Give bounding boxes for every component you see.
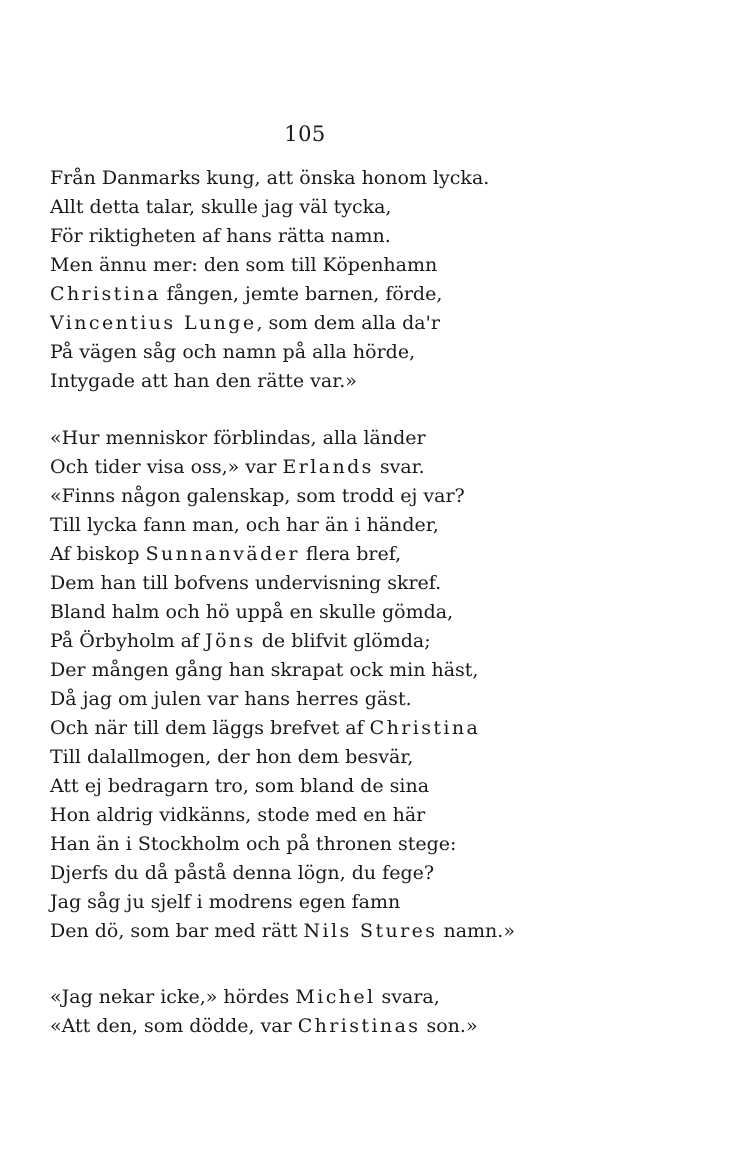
- verse-line: [50, 983, 710, 1012]
- verse-text: Allt detta talar, skulle jag väl tycka,: [50, 196, 392, 218]
- emphasized-name: Erlands: [282, 456, 374, 478]
- verse-text: «Att den, som dödde, var: [50, 1015, 298, 1037]
- verse-text: På vägen såg och namn på alla hörde,: [50, 341, 416, 363]
- verse-text: Till dalallmogen, der hon dem besvär,: [50, 746, 414, 768]
- verse-text: Till lycka fann man, och har än i händer,: [50, 514, 439, 536]
- verse-line: [50, 685, 710, 714]
- verse-line: [50, 540, 710, 569]
- verse-text: Dem han till bofvens undervisning skref.: [50, 572, 442, 594]
- stanza-1: [50, 164, 710, 396]
- verse-text: namn.»: [437, 920, 515, 942]
- verse-text: fången, jemte barnen, förde,: [160, 283, 443, 305]
- verse-text: Djerfs du då påstå denna lögn, du fege?: [50, 862, 435, 884]
- emphasized-name: Christina: [50, 283, 161, 305]
- verse-text: «Jag nekar icke,» hördes: [50, 986, 296, 1008]
- verse-text: son.»: [420, 1015, 478, 1037]
- verse-line: [50, 482, 710, 511]
- verse-line: [50, 772, 710, 801]
- verse-text: För riktigheten af hans rätta namn.: [50, 225, 391, 247]
- verse-text: flera bref,: [299, 543, 402, 565]
- verse-line: [50, 801, 710, 830]
- verse-line: [50, 424, 710, 453]
- verse-line: [50, 627, 710, 656]
- verse-text: Intygade att han den rätte var.»: [50, 370, 357, 392]
- verse-line: [50, 280, 710, 309]
- verse-line: [50, 309, 710, 338]
- verse-line: [50, 714, 710, 743]
- verse-text: Der mången gång han skrapat ock min häst,: [50, 659, 479, 681]
- verse-text: Från Danmarks kung, att önska honom lycka.: [50, 167, 490, 189]
- emphasized-name: Michel: [295, 986, 376, 1008]
- verse-line: [50, 164, 710, 193]
- verse-text: Jag såg ju sjelf i modrens egen famn: [50, 891, 401, 913]
- verse-text: Af biskop: [50, 543, 146, 565]
- verse-text: «Finns någon galenskap, som trodd ej var?: [50, 485, 465, 507]
- verse-line: [50, 888, 710, 917]
- verse-text: Han än i Stockholm och på thronen stege:: [50, 833, 457, 855]
- emphasized-name: Christina: [369, 717, 481, 739]
- emphasized-name: Sunnanväder: [145, 543, 300, 565]
- verse-line: [50, 511, 710, 540]
- verse-line: [50, 859, 710, 888]
- verse-line: [50, 367, 710, 396]
- verse-text: Och tider visa oss,» var: [50, 456, 283, 478]
- emphasized-name: Jöns: [205, 630, 256, 652]
- verse-line: [50, 338, 710, 367]
- verse-text: Den dö, som bar med rätt: [50, 920, 304, 942]
- verse-text: svar.: [373, 456, 425, 478]
- verse-line: [50, 222, 710, 251]
- verse-text: , som dem alla da'r: [256, 312, 440, 334]
- verse-line: [50, 743, 710, 772]
- emphasized-name: Christinas: [297, 1015, 421, 1037]
- verse-text: Och när till dem läggs brefvet af: [50, 717, 370, 739]
- verse-text: Bland halm och hö uppå en skulle gömda,: [50, 601, 454, 623]
- page-number: 105: [284, 122, 326, 146]
- verse-text: Hon aldrig vidkänns, stode med en här: [50, 804, 426, 826]
- emphasized-name: Nils Stures: [303, 920, 438, 942]
- verse-text: Men ännu mer: den som till Köpenhamn: [50, 254, 438, 276]
- verse-line: [50, 656, 710, 685]
- verse-text: svara,: [375, 986, 440, 1008]
- verse-text: «Hur menniskor förblindas, alla länder: [50, 427, 426, 449]
- verse-text: På Örbyholm af: [50, 630, 206, 652]
- emphasized-name: Vincentius Lunge: [50, 312, 257, 334]
- verse-text: Då jag om julen var hans herres gäst.: [50, 688, 412, 710]
- verse-text: Att ej bedragarn tro, som bland de sina: [50, 775, 430, 797]
- verse-line: [50, 193, 710, 222]
- stanza-2: [50, 424, 710, 946]
- verse-line: [50, 569, 710, 598]
- stanza-3: [50, 983, 710, 1041]
- verse-line: [50, 917, 710, 946]
- verse-line: [50, 830, 710, 859]
- verse-line: [50, 1012, 710, 1041]
- verse-line: [50, 598, 710, 627]
- verse-line: [50, 453, 710, 482]
- verse-text: de blifvit glömda;: [255, 630, 431, 652]
- verse-line: [50, 251, 710, 280]
